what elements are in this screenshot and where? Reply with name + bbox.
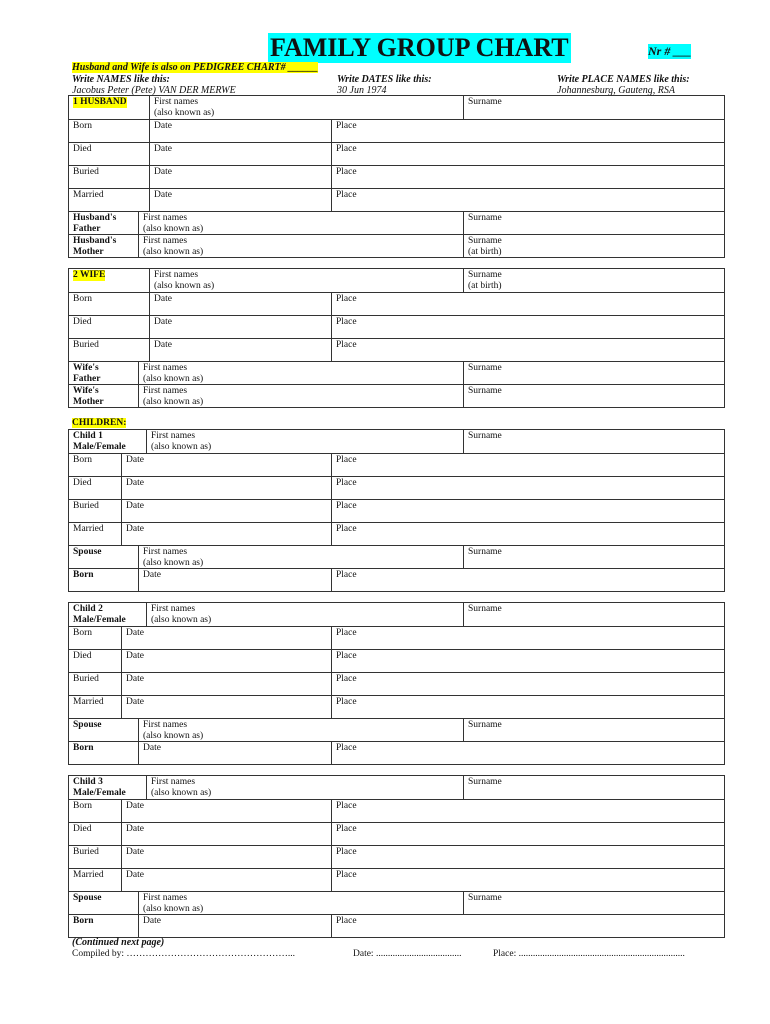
- child1-row-event: [69, 476, 724, 499]
- names-example: Jacobus Peter (Pete) VAN DER MERWE: [72, 85, 236, 96]
- date-field[interactable]: [149, 316, 331, 338]
- section-husband: [68, 95, 725, 258]
- surname-field[interactable]: [463, 269, 724, 292]
- date-field[interactable]: [138, 569, 331, 591]
- date-field-text: Date: [154, 317, 172, 327]
- pedigree-chart-note: Husband and Wife is also on PEDIGREE CHART# ______: [72, 62, 319, 73]
- place-field[interactable]: [331, 846, 724, 868]
- child2-row-event: [69, 695, 724, 718]
- date-field[interactable]: [121, 696, 331, 718]
- place-field-text: Place: [336, 743, 357, 753]
- place-field-text: Place: [336, 317, 357, 327]
- surname-field[interactable]: [463, 212, 724, 234]
- row-label: [69, 477, 121, 499]
- first-names-field-text: First names: [143, 547, 188, 557]
- continued-note: (Continued next page): [72, 937, 165, 948]
- row-label-text: Died: [73, 317, 92, 327]
- place-field[interactable]: [331, 800, 724, 822]
- surname-field[interactable]: [463, 546, 724, 568]
- dates-example: 30 Jun 1974: [337, 85, 387, 96]
- place-field-text: Place: [336, 916, 357, 926]
- wife-row-parent: [69, 361, 724, 384]
- row-label-text: Child 3: [73, 777, 103, 787]
- place-field-text: Place: [336, 501, 357, 511]
- first-names-field-text: (also known as): [143, 374, 204, 384]
- surname-field[interactable]: [463, 892, 724, 914]
- first-names-field-text: First names: [143, 213, 188, 223]
- first-names-field[interactable]: [149, 96, 463, 119]
- row-label: [69, 212, 138, 234]
- first-names-field[interactable]: [138, 362, 463, 384]
- row-label: [69, 269, 149, 292]
- row-label: [69, 800, 121, 822]
- row-label: [69, 385, 138, 407]
- surname-field-text: Surname: [468, 363, 502, 373]
- row-label-text: Died: [73, 478, 92, 488]
- date-field[interactable]: [121, 650, 331, 672]
- first-names-field-text: First names: [151, 777, 196, 787]
- child3-row-name: [69, 776, 724, 799]
- date-field[interactable]: [121, 823, 331, 845]
- row-label-text: Born: [73, 916, 94, 926]
- date-field[interactable]: [149, 339, 331, 361]
- first-names-field-text: (also known as): [143, 558, 204, 568]
- place-field-text: Place: [336, 524, 357, 534]
- child3-row-sevent: [69, 914, 724, 937]
- row-label-text: Wife's: [73, 363, 99, 373]
- date-field-text: Date: [126, 628, 144, 638]
- row-label-text: Spouse: [73, 720, 102, 730]
- surname-field-text: Surname: [468, 97, 502, 107]
- row-label-text: Buried: [73, 674, 99, 684]
- row-label-text: Born: [73, 455, 92, 465]
- row-label-text: Married: [73, 190, 104, 200]
- child1-row-name: [69, 430, 724, 453]
- row-label: [69, 823, 121, 845]
- row-label-text: Husband's: [73, 236, 117, 246]
- place-field[interactable]: [331, 869, 724, 891]
- surname-field[interactable]: [463, 385, 724, 407]
- row-label: [69, 869, 121, 891]
- first-names-field-text: (also known as): [143, 247, 204, 257]
- surname-field[interactable]: [463, 235, 724, 257]
- place-field-text: Place: [336, 697, 357, 707]
- place-field-text: Place: [336, 674, 357, 684]
- row-label-text: Married: [73, 524, 104, 534]
- child2-row-parent: [69, 718, 724, 741]
- place-field-text: Place: [336, 824, 357, 834]
- date-field-text: Date: [126, 697, 144, 707]
- date-field[interactable]: [121, 846, 331, 868]
- child2-row-event: [69, 672, 724, 695]
- place-field[interactable]: [331, 650, 724, 672]
- place-field[interactable]: [331, 120, 724, 142]
- surname-field-text: Surname: [468, 270, 502, 280]
- first-names-field[interactable]: [138, 235, 463, 257]
- row-label: [69, 915, 138, 937]
- surname-field[interactable]: [463, 96, 724, 119]
- dates-hint: Write DATES like this:: [337, 74, 432, 85]
- date-field-text: Date: [143, 743, 161, 753]
- first-names-field-text: (also known as): [143, 731, 204, 741]
- place-field-text: Place: [336, 144, 357, 154]
- husband-row-name: [69, 96, 724, 119]
- place-field[interactable]: [331, 696, 724, 718]
- row-label-text: Born: [73, 570, 94, 580]
- row-label: [69, 776, 146, 799]
- row-label: [69, 719, 138, 741]
- section-child2: [68, 602, 725, 765]
- surname-field-text: Surname: [468, 431, 502, 441]
- place-field[interactable]: [331, 569, 724, 591]
- row-label-text: Married: [73, 870, 104, 880]
- child1-row-event: [69, 522, 724, 545]
- date-field[interactable]: [149, 143, 331, 165]
- place-field[interactable]: [331, 143, 724, 165]
- date-field[interactable]: [149, 189, 331, 211]
- row-label-text: Wife's: [73, 386, 99, 396]
- first-names-field-text: (also known as): [154, 108, 215, 118]
- row-label: [69, 235, 138, 257]
- child3-row-parent: [69, 891, 724, 914]
- first-names-field[interactable]: [138, 546, 463, 568]
- row-label-text: Born: [73, 294, 92, 304]
- row-label-text: Male/Female: [73, 615, 126, 625]
- surname-field-text: Surname: [468, 547, 502, 557]
- place-field[interactable]: [331, 189, 724, 211]
- first-names-field-text: (also known as): [154, 281, 215, 291]
- husband-row-parent: [69, 234, 724, 257]
- first-names-field-text: First names: [143, 236, 188, 246]
- first-names-field-text: (also known as): [143, 397, 204, 407]
- row-label-text: Male/Female: [73, 442, 126, 452]
- surname-field-text: Surname: [468, 777, 502, 787]
- row-label-text: Mother: [73, 397, 104, 407]
- date-field-text: Date: [154, 190, 172, 200]
- row-label: [69, 892, 138, 914]
- surname-field-text: Surname: [468, 213, 502, 223]
- first-names-field[interactable]: [138, 212, 463, 234]
- first-names-field-text: (also known as): [151, 442, 212, 452]
- row-label: [69, 120, 149, 142]
- row-label-text: Father: [73, 224, 101, 234]
- date-field[interactable]: [138, 742, 331, 764]
- row-label-text: Child 1: [73, 431, 103, 441]
- section-child3: [68, 775, 725, 938]
- first-names-field[interactable]: [146, 603, 463, 626]
- row-label: [69, 143, 149, 165]
- surname-field-text: Surname: [468, 604, 502, 614]
- date-field[interactable]: [149, 166, 331, 188]
- row-label-text: Born: [73, 743, 94, 753]
- place-field-text: Place: [336, 870, 357, 880]
- row-label-text: Died: [73, 144, 92, 154]
- row-label-text: Mother: [73, 247, 104, 257]
- place-field-text: Place: [336, 847, 357, 857]
- first-names-field-text: First names: [143, 363, 188, 373]
- places-example: Johannesburg, Gauteng, RSA: [557, 85, 675, 96]
- row-label: [69, 339, 149, 361]
- place-field[interactable]: [331, 500, 724, 522]
- first-names-field-text: (also known as): [143, 904, 204, 914]
- date-field-text: Date: [126, 651, 144, 661]
- first-names-field[interactable]: [138, 385, 463, 407]
- wife-row-event: [69, 315, 724, 338]
- husband-row-event: [69, 188, 724, 211]
- first-names-field[interactable]: [138, 892, 463, 914]
- date-field-text: Date: [126, 870, 144, 880]
- date-field-text: Date: [126, 501, 144, 511]
- compiled-by-field[interactable]: Compiled by: ……………………………………………...: [72, 949, 295, 959]
- child2-row-sevent: [69, 741, 724, 764]
- row-label-text: Born: [73, 121, 92, 131]
- compiled-place-field[interactable]: Place: ......................................................................: [493, 949, 685, 959]
- places-hint: Write PLACE NAMES like this:: [557, 74, 690, 85]
- row-label: [69, 96, 149, 119]
- names-hint: Write NAMES like this:: [72, 74, 170, 85]
- first-names-field[interactable]: [146, 430, 463, 453]
- row-label: [69, 846, 121, 868]
- row-label-text: Died: [73, 651, 92, 661]
- first-names-field[interactable]: [146, 776, 463, 799]
- wife-row-parent: [69, 384, 724, 407]
- date-field-text: Date: [126, 801, 144, 811]
- place-field-text: Place: [336, 628, 357, 638]
- surname-field-text: (at birth): [468, 281, 502, 291]
- row-label: [69, 189, 149, 211]
- place-field-text: Place: [336, 167, 357, 177]
- date-field[interactable]: [121, 869, 331, 891]
- row-label: [69, 650, 121, 672]
- date-field[interactable]: [121, 500, 331, 522]
- child3-row-event: [69, 822, 724, 845]
- row-label-text: Husband's: [73, 213, 117, 223]
- place-field-text: Place: [336, 801, 357, 811]
- row-label: [69, 546, 138, 568]
- date-field-text: Date: [126, 674, 144, 684]
- date-field-text: Date: [126, 524, 144, 534]
- surname-field-text: Surname: [468, 893, 502, 903]
- surname-field[interactable]: [463, 776, 724, 799]
- place-field[interactable]: [331, 477, 724, 499]
- row-label-text: Buried: [73, 167, 99, 177]
- child1-row-event: [69, 453, 724, 476]
- child3-row-event: [69, 845, 724, 868]
- first-names-field[interactable]: [149, 269, 463, 292]
- row-label-text: Born: [73, 801, 92, 811]
- surname-field[interactable]: [463, 719, 724, 741]
- first-names-field-text: (also known as): [143, 224, 204, 234]
- row-label: [69, 362, 138, 384]
- first-names-field-text: First names: [151, 431, 196, 441]
- first-names-field-text: First names: [151, 604, 196, 614]
- surname-field-text: (at birth): [468, 247, 502, 257]
- place-field[interactable]: [331, 627, 724, 649]
- date-field[interactable]: [121, 523, 331, 545]
- date-field[interactable]: [121, 673, 331, 695]
- place-field[interactable]: [331, 823, 724, 845]
- date-field-text: Date: [126, 455, 144, 465]
- first-names-field-text: First names: [143, 720, 188, 730]
- row-label: [69, 569, 138, 591]
- husband-row-parent: [69, 211, 724, 234]
- date-field[interactable]: [121, 454, 331, 476]
- place-field-text: Place: [336, 190, 357, 200]
- child1-row-sevent: [69, 568, 724, 591]
- row-label: [69, 293, 149, 315]
- row-label: [69, 430, 146, 453]
- children-heading: CHILDREN:: [72, 418, 127, 428]
- first-names-field-text: (also known as): [151, 788, 212, 798]
- child1-row-event: [69, 499, 724, 522]
- first-names-field-text: First names: [143, 386, 188, 396]
- row-label-text: Born: [73, 628, 92, 638]
- row-label: [69, 627, 121, 649]
- date-field-text: Date: [154, 294, 172, 304]
- surname-field-text: Surname: [468, 720, 502, 730]
- date-field-text: Date: [154, 167, 172, 177]
- page-title: FAMILY GROUP CHART: [270, 33, 569, 62]
- compiled-date-field[interactable]: Date: ....................................: [353, 949, 462, 959]
- child2-row-name: [69, 603, 724, 626]
- first-names-field-text: First names: [143, 893, 188, 903]
- date-field-text: Date: [143, 916, 161, 926]
- row-label: [69, 454, 121, 476]
- child2-row-event: [69, 649, 724, 672]
- row-label-text: Father: [73, 374, 101, 384]
- date-field[interactable]: [149, 293, 331, 315]
- row-label: [69, 673, 121, 695]
- place-field[interactable]: [331, 339, 724, 361]
- wife-row-event: [69, 338, 724, 361]
- first-names-field-text: First names: [154, 270, 199, 280]
- row-label: [69, 166, 149, 188]
- surname-field-text: Surname: [468, 236, 502, 246]
- row-label-text: Male/Female: [73, 788, 126, 798]
- place-field-text: Place: [336, 121, 357, 131]
- wife-row-event: [69, 292, 724, 315]
- husband-row-event: [69, 142, 724, 165]
- row-label-text: Buried: [73, 501, 99, 511]
- child3-row-event: [69, 799, 724, 822]
- place-field-text: Place: [336, 455, 357, 465]
- date-field-text: Date: [126, 478, 144, 488]
- chart-number-field[interactable]: Nr # ___: [648, 44, 692, 58]
- row-label: [69, 603, 146, 626]
- row-label-text: Married: [73, 697, 104, 707]
- surname-field[interactable]: [463, 430, 724, 453]
- surname-field[interactable]: [463, 362, 724, 384]
- date-field-text: Date: [154, 121, 172, 131]
- surname-field-text: Surname: [468, 386, 502, 396]
- child3-row-event: [69, 868, 724, 891]
- place-field-text: Place: [336, 340, 357, 350]
- row-label: [69, 316, 149, 338]
- date-field-text: Date: [126, 847, 144, 857]
- section-wife: [68, 268, 725, 408]
- place-field[interactable]: [331, 523, 724, 545]
- first-names-field-text: (also known as): [151, 615, 212, 625]
- place-field-text: Place: [336, 294, 357, 304]
- husband-row-event: [69, 119, 724, 142]
- husband-row-event: [69, 165, 724, 188]
- place-field[interactable]: [331, 454, 724, 476]
- date-field[interactable]: [121, 477, 331, 499]
- place-field[interactable]: [331, 915, 724, 937]
- row-label-text: Buried: [73, 340, 99, 350]
- row-label-text: Spouse: [73, 893, 102, 903]
- date-field[interactable]: [121, 627, 331, 649]
- row-label-text: Spouse: [73, 547, 102, 557]
- wife-row-name: [69, 269, 724, 292]
- row-label: [69, 742, 138, 764]
- row-label: [69, 523, 121, 545]
- child1-row-parent: [69, 545, 724, 568]
- date-field-text: Date: [143, 570, 161, 580]
- child2-row-event: [69, 626, 724, 649]
- row-label-text: 2 WIFE: [73, 270, 106, 280]
- first-names-field[interactable]: [138, 719, 463, 741]
- place-field-text: Place: [336, 651, 357, 661]
- place-field[interactable]: [331, 293, 724, 315]
- place-field-text: Place: [336, 570, 357, 580]
- place-field[interactable]: [331, 166, 724, 188]
- place-field[interactable]: [331, 673, 724, 695]
- row-label-text: Buried: [73, 847, 99, 857]
- date-field-text: Date: [154, 144, 172, 154]
- place-field-text: Place: [336, 478, 357, 488]
- row-label-text: Died: [73, 824, 92, 834]
- first-names-field-text: First names: [154, 97, 199, 107]
- place-field[interactable]: [331, 742, 724, 764]
- date-field-text: Date: [154, 340, 172, 350]
- row-label-text: 1 HUSBAND: [73, 97, 127, 107]
- date-field[interactable]: [121, 800, 331, 822]
- row-label: [69, 500, 121, 522]
- row-label-text: Child 2: [73, 604, 103, 614]
- section-child1: [68, 429, 725, 592]
- row-label: [69, 696, 121, 718]
- surname-field[interactable]: [463, 603, 724, 626]
- date-field[interactable]: [138, 915, 331, 937]
- place-field[interactable]: [331, 316, 724, 338]
- date-field[interactable]: [149, 120, 331, 142]
- date-field-text: Date: [126, 824, 144, 834]
